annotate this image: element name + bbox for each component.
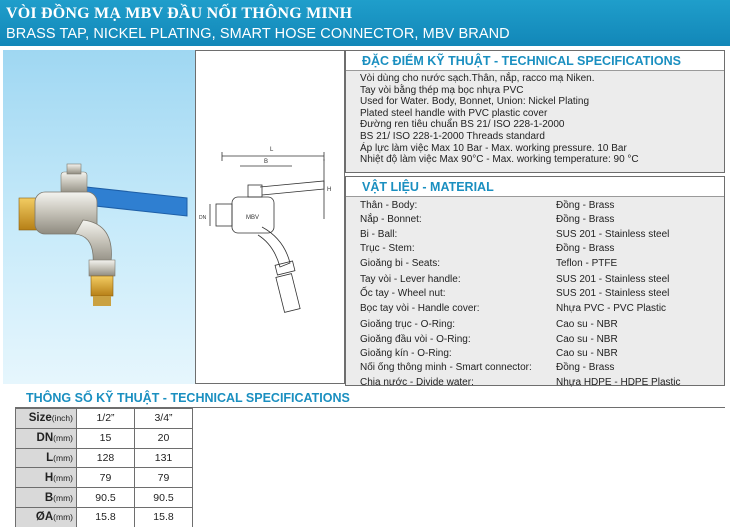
material-panel xyxy=(345,176,725,386)
row-label-text: L xyxy=(46,451,54,464)
table-cell: 128 xyxy=(77,448,135,468)
material-value: Nhựa HDPE - HDPE Plastic xyxy=(556,376,681,388)
row-unit: (mm) xyxy=(53,433,73,444)
table-cell: 90.5 xyxy=(135,488,193,508)
material-row xyxy=(360,213,724,227)
material-name: Gioăng trục - O-Ring: xyxy=(360,319,456,331)
specifications-title: ĐẶC ĐIỂM KỸ THUẬT - TECHNICAL SPECIFICATIONS xyxy=(346,51,724,71)
table-cell: 79 xyxy=(135,468,193,488)
row-label xyxy=(16,448,77,468)
row-label xyxy=(16,468,77,488)
spec-line: Áp lực làm việc Max 10 Bar - Max. working pressure. 10 Bar xyxy=(360,142,627,154)
spec-line: Nhiệt độ làm việc Max 90°C - Max. working temperature: 90 °C xyxy=(360,154,639,166)
material-title: VẬT LIỆU - MATERIAL xyxy=(346,177,724,197)
material-name: Nắp - Bonnet: xyxy=(360,214,422,226)
material-row xyxy=(360,361,724,375)
material-name: Thân - Body: xyxy=(360,200,418,211)
material-name: Gioăng đầu vòi - O-Ring: xyxy=(360,333,471,345)
dimensions-title: THÔNG SỐ KỸ THUẬT - TECHNICAL SPECIFICATIONS xyxy=(26,391,350,405)
material-row xyxy=(360,199,724,213)
material-row xyxy=(360,287,724,301)
table-row xyxy=(16,507,193,527)
spec-line: Plated steel handle with PVC plastic cover xyxy=(360,107,548,119)
material-row xyxy=(360,302,724,316)
specifications-panel xyxy=(345,50,725,173)
dimension-drawing xyxy=(196,51,346,385)
material-name: Bi - Ball: xyxy=(360,228,398,240)
title-english: BRASS TAP, NICKEL PLATING, SMART HOSE CONNECTOR, MBV BRAND xyxy=(6,26,510,42)
table-cell: 15 xyxy=(77,428,135,448)
dim-label-b: B xyxy=(264,159,269,165)
material-name: Chia nước - Divide water: xyxy=(360,376,474,388)
table-row xyxy=(16,448,193,468)
material-name: Nối ống thông minh - Smart connector: xyxy=(360,362,532,374)
material-value: Cao su - NBR xyxy=(556,347,618,359)
dim-label-dn: DN xyxy=(199,215,207,221)
material-name: Gioăng bi - Seats: xyxy=(360,257,441,269)
drawing-brand-label: MBV xyxy=(246,215,260,221)
material-value: Đồng - Brass xyxy=(556,214,615,226)
material-row xyxy=(360,333,724,347)
spec-line: BS 21/ ISO 228-1-2000 Threads standard xyxy=(360,130,545,142)
material-row xyxy=(360,347,724,361)
row-label xyxy=(16,507,77,527)
material-value: Cao su - NBR xyxy=(556,333,618,345)
row-unit: (mm) xyxy=(53,472,73,483)
dim-label-l: L xyxy=(270,147,274,153)
table-row xyxy=(16,468,193,488)
material-value: Teflon - PTFE xyxy=(556,257,618,269)
table-cell: 131 xyxy=(135,448,193,468)
material-value: Đồng - Brass xyxy=(556,200,615,211)
product-photo xyxy=(3,50,195,384)
material-row xyxy=(360,257,724,271)
spec-line: Tay vòi bằng thép mạ bọc nhựa PVC xyxy=(360,84,524,96)
row-label-text: H xyxy=(44,471,54,484)
material-name: Bọc tay vòi - Handle cover: xyxy=(360,302,480,314)
row-unit: (mm) xyxy=(53,512,73,523)
spec-line: Đường ren tiêu chuẩn BS 21/ ISO 228-1-2000 xyxy=(360,119,565,131)
material-name: Gioăng kín - O-Ring: xyxy=(360,347,452,359)
technical-drawing xyxy=(195,50,345,384)
material-value: Cao su - NBR xyxy=(556,319,618,331)
material-value: Đồng - Brass xyxy=(556,362,615,374)
material-value: Nhựa PVC - PVC Plastic xyxy=(556,302,667,314)
row-label-text: Size xyxy=(28,412,52,425)
dimensions-table xyxy=(15,408,193,527)
table-cell: 90.5 xyxy=(77,488,135,508)
header-banner xyxy=(0,0,730,46)
material-row xyxy=(360,273,724,287)
row-unit: (inch) xyxy=(51,413,73,424)
specifications-list xyxy=(346,71,724,166)
table-cell: 15.8 xyxy=(135,507,193,527)
material-row xyxy=(360,318,724,332)
row-label xyxy=(16,428,77,448)
dim-label-h: H xyxy=(327,187,332,193)
row-unit: (mm) xyxy=(53,492,73,503)
table-row xyxy=(16,488,193,508)
material-name: Trục - Stem: xyxy=(360,243,415,255)
row-label xyxy=(16,488,77,508)
material-row xyxy=(360,242,724,256)
table-cell: 15.8 xyxy=(77,507,135,527)
spec-line: Used for Water. Body, Bonnet, Union: Nickel Plating xyxy=(360,96,589,108)
material-row xyxy=(360,228,724,242)
material-value: Đồng - Brass xyxy=(556,243,615,255)
material-value: SUS 201 - Stainless steel xyxy=(556,273,670,285)
title-vietnamese: VÒI ĐỒNG MẠ MBV ĐẦU NỐI THÔNG MINH xyxy=(6,5,353,22)
material-value: SUS 201 - Stainless steel xyxy=(556,288,670,300)
material-name: Tay vòi - Lever handle: xyxy=(360,273,461,285)
row-label-text: DN xyxy=(36,432,54,445)
material-name: Ốc tay - Wheel nut: xyxy=(360,288,446,300)
material-value: SUS 201 - Stainless steel xyxy=(556,228,670,240)
table-row xyxy=(16,428,193,448)
brass-tap-illustration xyxy=(3,50,195,384)
table-cell: 1/2” xyxy=(77,409,135,429)
row-unit: (mm) xyxy=(53,452,73,463)
table-cell: 20 xyxy=(135,428,193,448)
spec-line: Vòi dùng cho nước sạch.Thân, nắp, racco mạ Niken. xyxy=(360,73,595,84)
row-label-text: B xyxy=(44,491,54,504)
table-row xyxy=(16,409,193,429)
table-cell: 3/4” xyxy=(135,409,193,429)
row-label-text: ØA xyxy=(35,511,54,524)
material-list xyxy=(346,197,724,390)
table-cell: 79 xyxy=(77,468,135,488)
row-label xyxy=(16,409,77,429)
